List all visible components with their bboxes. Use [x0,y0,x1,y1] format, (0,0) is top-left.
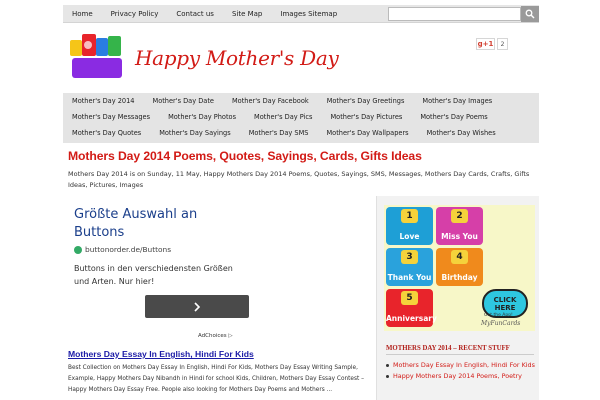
search-icon [525,9,535,19]
post-meta: Mothers Day 2014 is on Sunday, 11 May, Happy Mothers Day 2014 Poems, Quotes, Sayings, SMS, Messages, Mothers Day Cards, Crafts, Gifts Ideas, Pictures, Images [68,170,530,189]
category-row-1 [63,93,501,109]
category-row-2 [63,109,497,125]
bullet-icon [386,375,389,378]
category-link[interactable]: Mother's Day Wishes [426,129,496,137]
category-link[interactable]: Mother's Day Date [152,97,214,105]
tile-label: Thank You [387,273,432,282]
ad-arrow-button[interactable] [145,295,249,318]
ad-choices[interactable] [198,333,233,339]
divider [386,354,534,355]
top-nav-images-sitemap[interactable]: Images Sitemap [280,10,338,18]
gplus-count: 2 [497,38,508,50]
category-link[interactable]: Mother's Day Quotes [72,129,142,137]
category-link[interactable]: Mother's Day Messages [72,113,151,121]
category-link[interactable]: Mother's Day Pics [254,113,313,121]
ad-choices-label: AdChoices [198,333,227,339]
category-link[interactable]: Mother's Day Sayings [159,129,231,137]
ad-headline[interactable]: Größte Auswahl an Buttons [74,207,198,240]
category-link[interactable]: Mother's Day Pictures [330,113,403,121]
myfuncards-brand: MyFunCards [481,320,521,327]
site-logo[interactable] [68,30,130,82]
tile-label: Miss You [441,232,478,241]
ad-body: Buttons in den verschiedensten Größen und Arten. Nur hier! [74,264,233,286]
gplus-widget [476,38,508,50]
bullet-icon [386,364,389,367]
love-mom-logo-icon [68,30,130,82]
top-nav-contact-us[interactable]: Contact us [176,10,214,18]
tile-number: 2 [451,209,468,223]
category-nav [63,93,539,143]
post-title[interactable]: Mothers Day 2014 Poems, Quotes, Sayings, Cards, Gifts Ideas [68,149,422,163]
tile-number: 4 [451,250,468,264]
tile-number: 1 [401,209,418,223]
top-nav-site-map[interactable]: Site Map [231,10,263,18]
list-item[interactable] [386,371,538,382]
tile-number: 3 [401,250,418,264]
category-link[interactable]: Mother's Day 2014 [72,97,135,105]
tile-number: 5 [401,291,418,305]
top-nav [63,5,346,23]
tile-anniversary[interactable] [386,289,437,327]
recent-list [386,360,538,382]
top-nav-privacy-policy[interactable]: Privacy Policy [110,10,159,18]
category-link[interactable]: Mother's Day Photos [168,113,237,121]
tile-label: Love [399,232,420,241]
recent-stuff-heading: MOTHERS DAY 2014 – RECENT STUFF [386,345,510,352]
ad-block[interactable] [68,203,240,343]
article-title[interactable]: Mothers Day Essay In English, Hindi For Kids [68,349,254,359]
top-nav-home[interactable]: Home [72,10,93,18]
tile-label: Birthday [441,273,478,282]
category-link[interactable]: Mother's Day Facebook [231,97,309,105]
search-input[interactable] [388,7,521,21]
get-app-text: Get the App! [484,313,513,318]
category-link[interactable]: Mother's Day Greetings [326,97,405,105]
site-title[interactable]: Happy Mother's Day [135,46,339,70]
tile-label: Anniversary [386,314,437,323]
gplus-button[interactable]: g+1 [477,40,494,48]
list-item[interactable] [386,360,538,371]
chevron-right-icon [192,302,202,312]
location-pin-icon [74,246,82,254]
recent-link[interactable]: Mothers Day Essay In English, Hindi For Kids [393,361,535,369]
category-link[interactable]: Mother's Day Images [422,97,493,105]
recent-link[interactable]: Happy Mothers Day 2014 Poems, Poetry [393,372,522,380]
tile-love[interactable] [386,207,433,245]
article-excerpt: Best Collection on Mothers Day Essay In English, Hindi For Kids, Mothers Day Essay Writing Sample, Example, Happy Mothers Day Nibandh in Hindi for school Kids, Children, Mothers Day Essay Contest – Happy Mothers Day Essay Free. People also looking for Mothers Day Poems and Mothers ... [68,365,365,393]
top-bar [63,5,539,23]
category-link[interactable]: Mother's Day Poems [420,113,488,121]
category-link[interactable]: Mother's Day SMS [248,129,309,137]
ad-choices-icon: ▷ [228,333,233,339]
tile-thank-you[interactable] [386,248,433,286]
category-link[interactable]: Mother's Day Wallpapers [326,129,409,137]
ad-url[interactable] [74,245,171,254]
category-row-3 [63,125,505,141]
ad-url-text: buttonorder.de/Buttons [85,245,172,254]
click-here-button[interactable]: CLICK HERE [482,289,528,318]
tile-miss-you[interactable] [436,207,483,245]
search-button[interactable] [521,6,539,22]
tile-birthday[interactable] [436,248,483,286]
